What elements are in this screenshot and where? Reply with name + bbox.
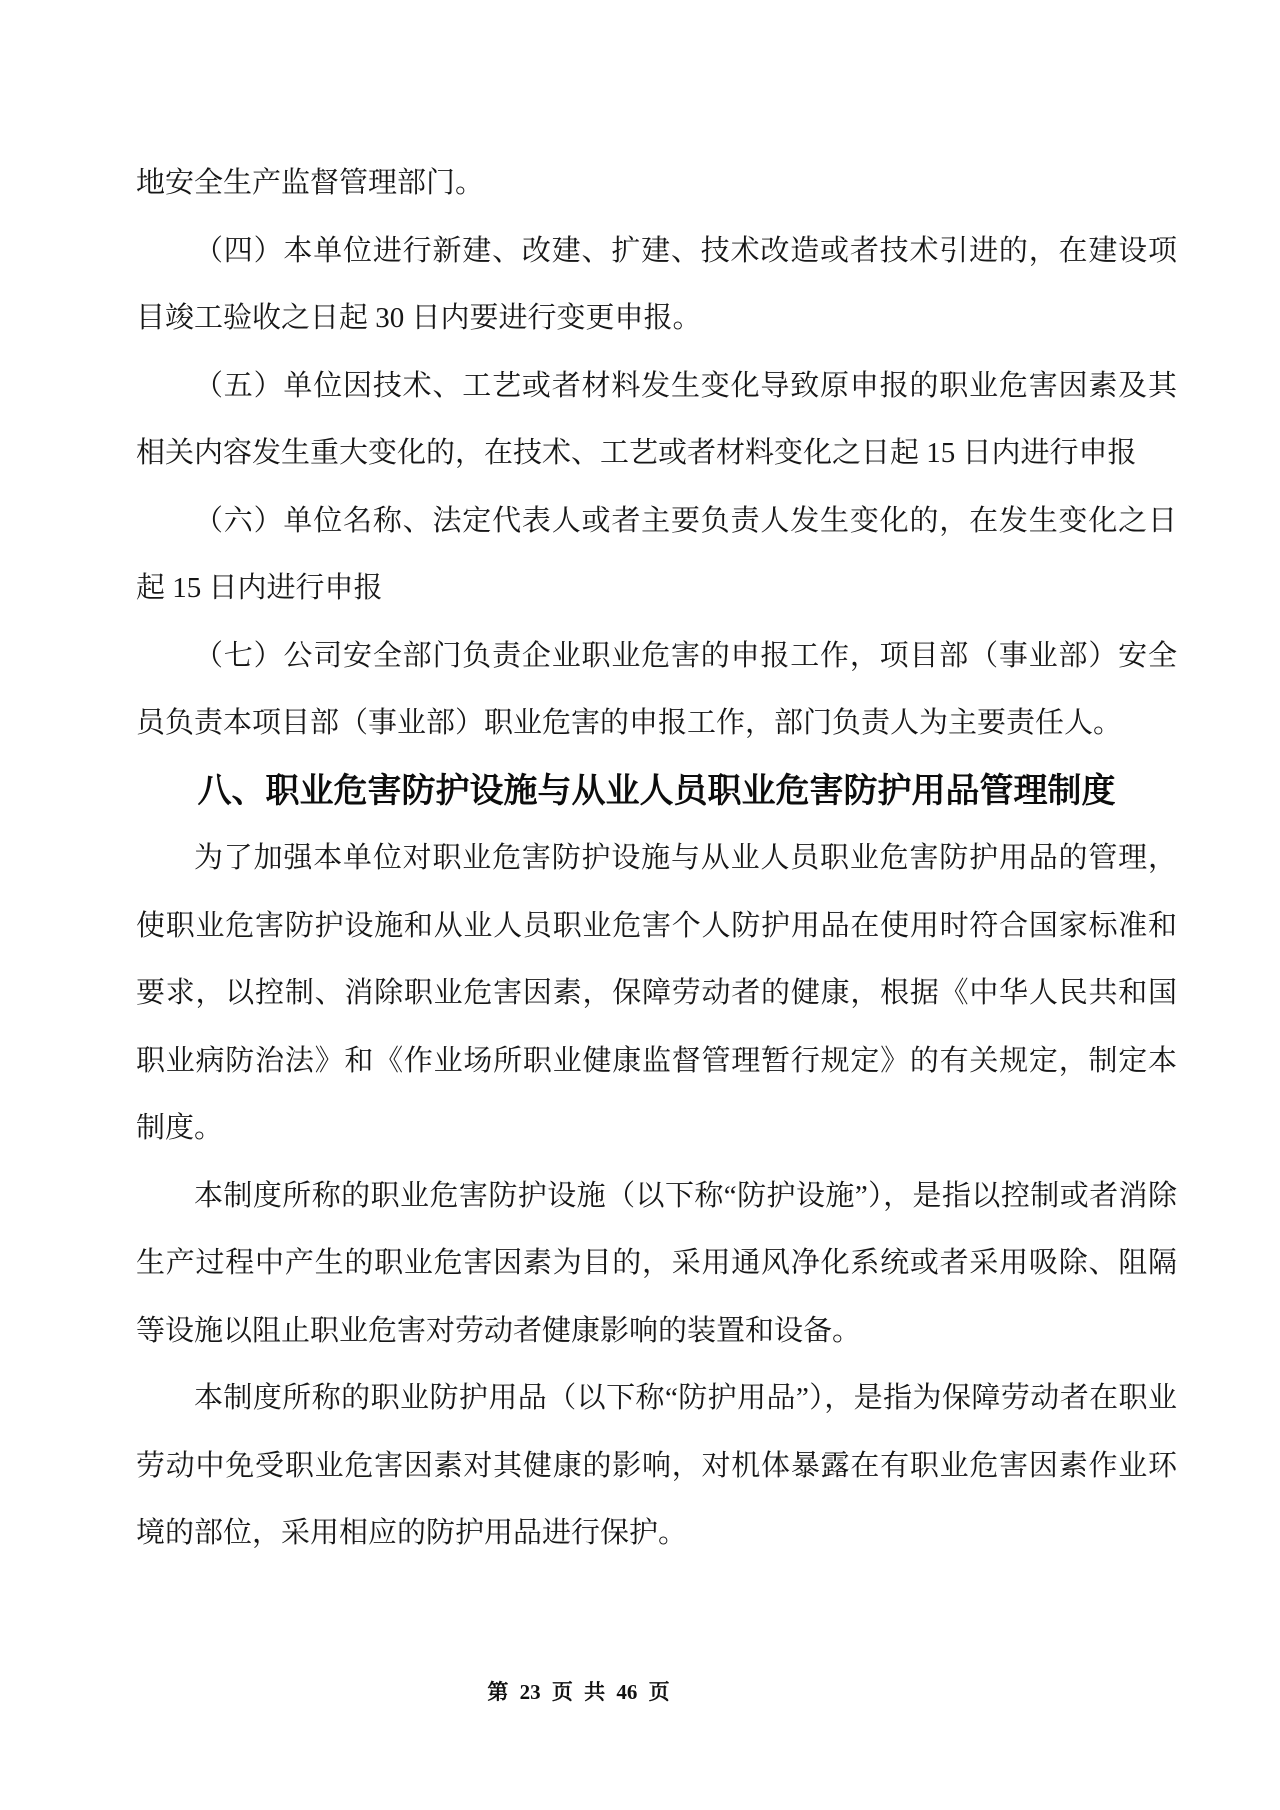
section-heading: 八、职业危害防护设施与从业人员职业危害防护用品管理制度 bbox=[197, 771, 1116, 810]
document-body bbox=[136, 150, 1177, 1568]
page-number-label: 第 23 页 共 46 页 bbox=[487, 1680, 670, 1704]
body-paragraph: （六）单位名称、法定代表人或者主要负责人发生变化的，在发生变化之日起 15 日内进行申报 bbox=[136, 504, 1177, 604]
body-paragraph: （四）本单位进行新建、改建、扩建、技术改造或者技术引进的，在建设项目竣工验收之日起 30 日内要进行变更申报。 bbox=[136, 234, 1177, 334]
body-paragraph: 本制度所称的职业防护用品（以下称“防护用品”），是指为保障劳动者在职业劳动中免受职业危害因素对其健康的影响，对机体暴露在有职业危害因素作业环境的部位，采用相应的防护用品进行保护。 bbox=[136, 1382, 1177, 1549]
body-paragraph: 地安全生产监督管理部门。 bbox=[136, 167, 485, 199]
body-paragraph: 本制度所称的职业危害防护设施（以下称“防护设施”），是指以控制或者消除生产过程中产生的职业危害因素为目的，采用通风净化系统或者采用吸除、阻隔等设施以阻止职业危害对劳动者健康影响的装置和设备。 bbox=[136, 1179, 1177, 1347]
body-paragraph: （七）公司安全部门负责企业职业危害的申报工作，项目部（事业部）安全员负责本项目部（事业部）职业危害的申报工作，部门负责人为主要责任人。 bbox=[136, 639, 1177, 739]
page-footer bbox=[0, 1676, 1157, 1706]
body-paragraph: （五）单位因技术、工艺或者材料发生变化导致原申报的职业危害因素及其相关内容发生重大变化的，在技术、工艺或者材料变化之日起 15 日内进行申报 bbox=[136, 369, 1177, 469]
body-paragraph: 为了加强本单位对职业危害防护设施与从业人员职业危害防护用品的管理，使职业危害防护设施和从业人员职业危害个人防护用品在使用时符合国家标准和要求，以控制、消除职业危害因素，保障劳动者的健康，根据《中华人民共和国职业病防治法》和《作业场所职业健康监督管理暂行规定》的有关规定，制定本制度。 bbox=[136, 842, 1177, 1144]
